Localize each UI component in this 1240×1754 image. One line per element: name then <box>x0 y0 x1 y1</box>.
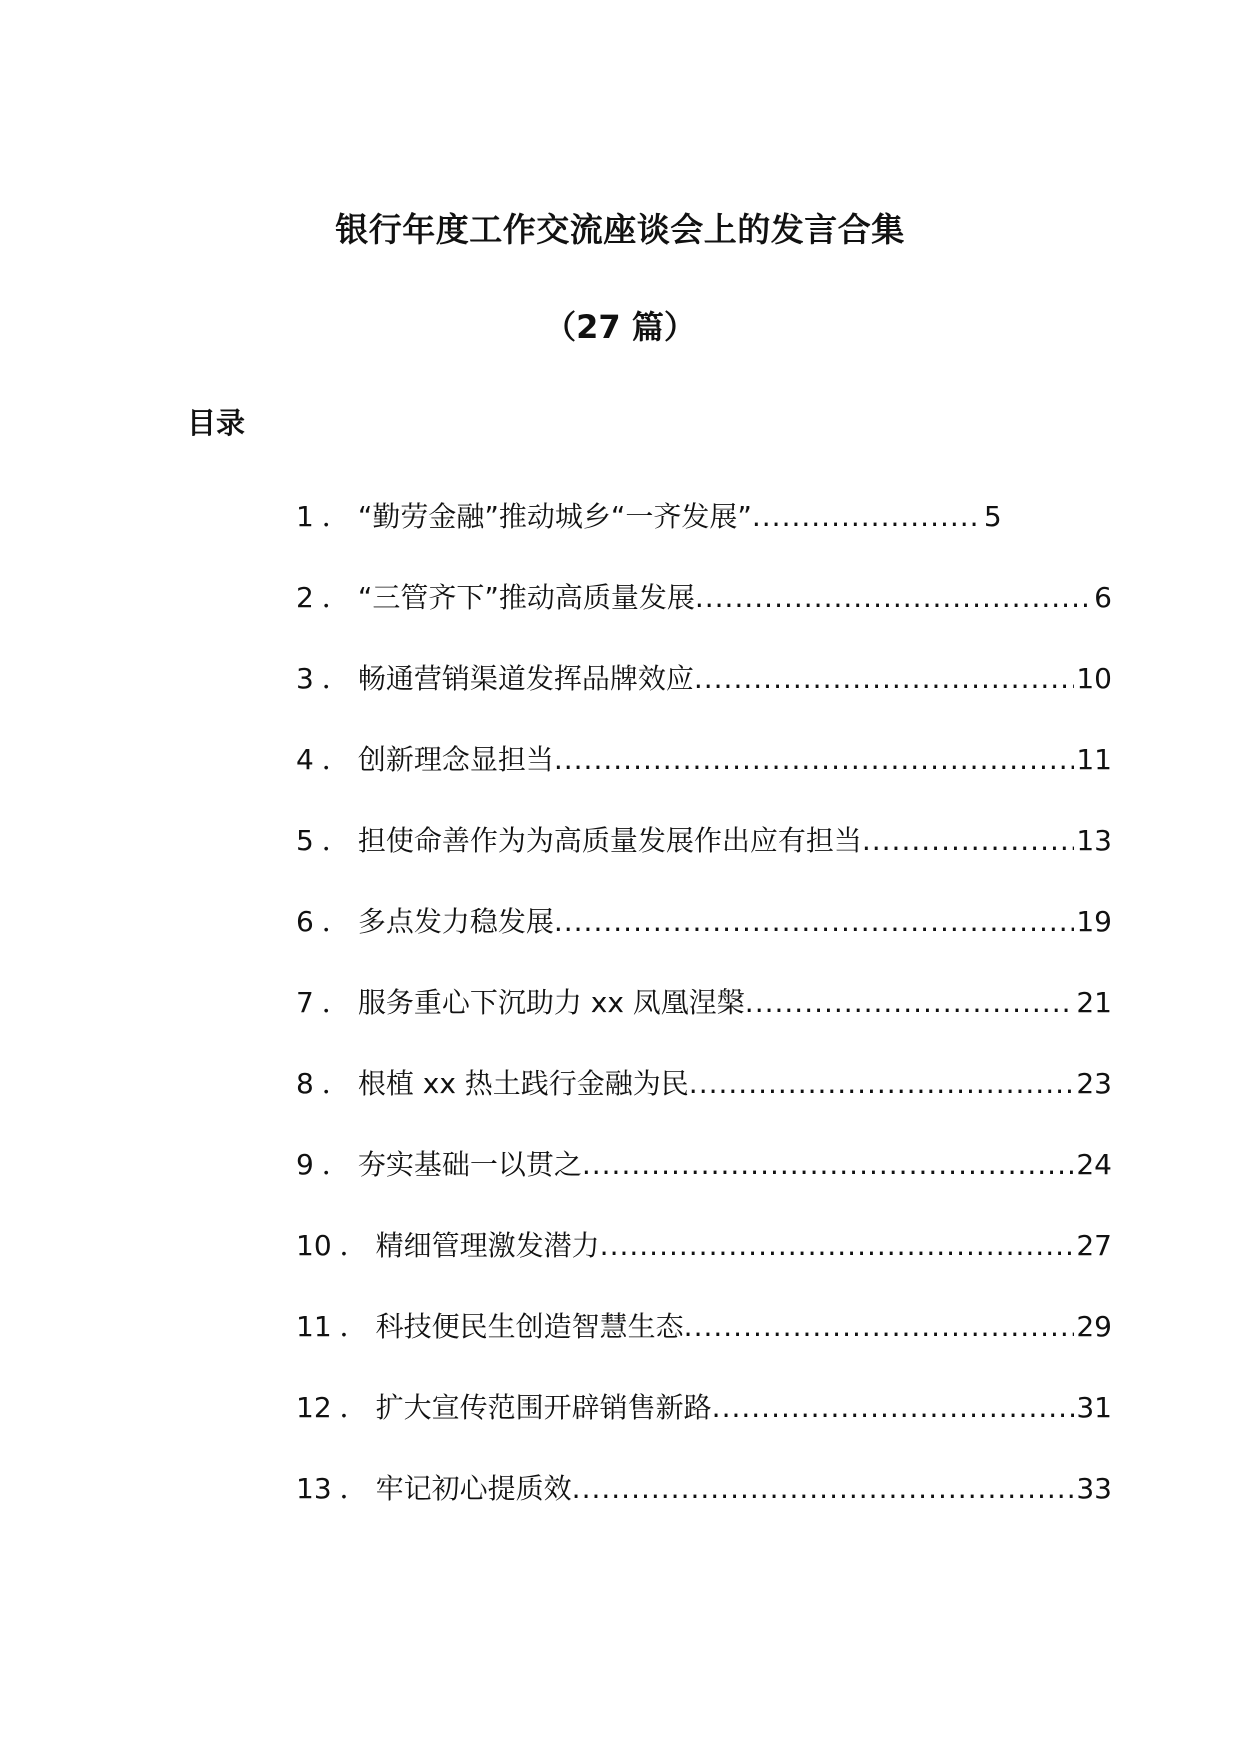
toc-item-page: 6 <box>1094 581 1112 614</box>
toc-item-title: 科技便民生创造智慧生态 <box>375 1310 684 1343</box>
toc-item-page: 5 <box>983 500 1002 533</box>
toc-item-separator: ． <box>321 824 350 857</box>
toc-dot-leader <box>695 576 1092 620</box>
toc-item-number: 13 <box>296 1472 332 1505</box>
toc-item-page: 10 <box>1076 662 1112 695</box>
toc-item-separator: ． <box>321 1148 350 1181</box>
toc-item[interactable] <box>296 576 1112 657</box>
toc-dot-leader <box>582 1143 1075 1187</box>
toc-item[interactable] <box>296 738 1112 819</box>
toc-dot-leader <box>554 738 1075 782</box>
toc-item-number: 6 <box>296 905 314 938</box>
toc-item[interactable] <box>296 1062 1112 1143</box>
toc-dot-leader <box>684 1305 1075 1349</box>
toc-dot-leader <box>752 495 982 539</box>
toc-item-number: 10 <box>296 1229 332 1262</box>
toc-item-number: 2 <box>296 581 314 614</box>
toc-item-title: 根植 xx 热土践行金融为民 <box>357 1067 689 1100</box>
toc-item[interactable] <box>296 1305 1112 1386</box>
toc-item-separator: ． <box>321 905 350 938</box>
toc-item-separator: ． <box>321 581 350 614</box>
toc-item-number: 8 <box>296 1067 314 1100</box>
toc-item-number: 7 <box>296 986 314 1019</box>
toc-item-title: “三管齐下”推动高质量发展 <box>357 581 695 614</box>
toc-item-title: 夯实基础一以贯之 <box>357 1148 582 1181</box>
toc-item[interactable] <box>296 981 1112 1062</box>
toc-item-separator: ． <box>339 1472 368 1505</box>
toc-item[interactable] <box>296 495 1112 576</box>
toc-item-page: 24 <box>1076 1148 1112 1181</box>
toc-item-title: 牢记初心提质效 <box>375 1472 572 1505</box>
toc-item-page: 13 <box>1076 824 1112 857</box>
toc-item[interactable] <box>296 900 1112 981</box>
toc-item-page: 11 <box>1076 743 1112 776</box>
toc-dot-leader <box>712 1386 1075 1430</box>
toc-item-separator: ． <box>321 986 350 1019</box>
toc-item-number: 12 <box>296 1391 332 1424</box>
toc-item-page: 21 <box>1076 986 1112 1019</box>
toc-item-title: “勤劳金融”推动城乡“一齐发展” <box>357 500 752 533</box>
toc-item-title: 畅通营销渠道发挥品牌效应 <box>357 662 694 695</box>
toc-dot-leader <box>572 1467 1075 1511</box>
toc-item-page: 27 <box>1076 1229 1112 1262</box>
toc-dot-leader <box>554 900 1075 944</box>
toc-item-separator: ． <box>321 1067 350 1100</box>
toc-dot-leader <box>862 819 1075 863</box>
toc-item-separator: ． <box>339 1229 368 1262</box>
toc-item-page: 29 <box>1076 1310 1112 1343</box>
toc-dot-leader <box>745 981 1075 1025</box>
toc-item-number: 1 <box>296 500 314 533</box>
toc-item-number: 3 <box>296 662 314 695</box>
toc-item-title: 多点发力稳发展 <box>357 905 554 938</box>
toc-item-page: 19 <box>1076 905 1112 938</box>
toc-item-number: 11 <box>296 1310 332 1343</box>
toc-item[interactable] <box>296 1143 1112 1224</box>
toc-item-separator: ． <box>321 743 350 776</box>
toc-dot-leader <box>689 1062 1075 1106</box>
toc-heading: 目录 <box>187 406 246 440</box>
toc-item-number: 4 <box>296 743 314 776</box>
toc-item[interactable] <box>296 1386 1112 1467</box>
toc-item-title: 服务重心下沉助力 xx 凤凰涅槃 <box>357 986 745 1019</box>
toc-item[interactable] <box>296 1224 1112 1305</box>
toc-item-separator: ． <box>321 662 350 695</box>
toc-item-title: 扩大宣传范围开辟销售新路 <box>375 1391 712 1424</box>
toc-item-separator: ． <box>321 500 350 533</box>
toc-item-page: 31 <box>1076 1391 1112 1424</box>
toc-item-separator: ． <box>339 1391 368 1424</box>
toc-item-number: 5 <box>296 824 314 857</box>
document-subtitle: （27 篇） <box>544 308 696 346</box>
toc-item-title: 担使命善作为为高质量发展作出应有担当 <box>357 824 862 857</box>
toc-dot-leader <box>694 657 1075 701</box>
toc-item-title: 精细管理激发潜力 <box>375 1229 600 1262</box>
toc-item-page: 23 <box>1076 1067 1112 1100</box>
document-title: 银行年度工作交流座谈会上的发言合集 <box>335 210 905 249</box>
toc-item[interactable] <box>296 1467 1112 1548</box>
toc-item[interactable] <box>296 819 1112 900</box>
toc-dot-leader <box>600 1224 1075 1268</box>
toc-item[interactable] <box>296 657 1112 738</box>
toc-item-page: 33 <box>1076 1472 1112 1505</box>
toc-item-title: 创新理念显担当 <box>357 743 554 776</box>
toc-item-separator: ． <box>339 1310 368 1343</box>
table-of-contents <box>296 495 1112 1548</box>
toc-item-number: 9 <box>296 1148 314 1181</box>
